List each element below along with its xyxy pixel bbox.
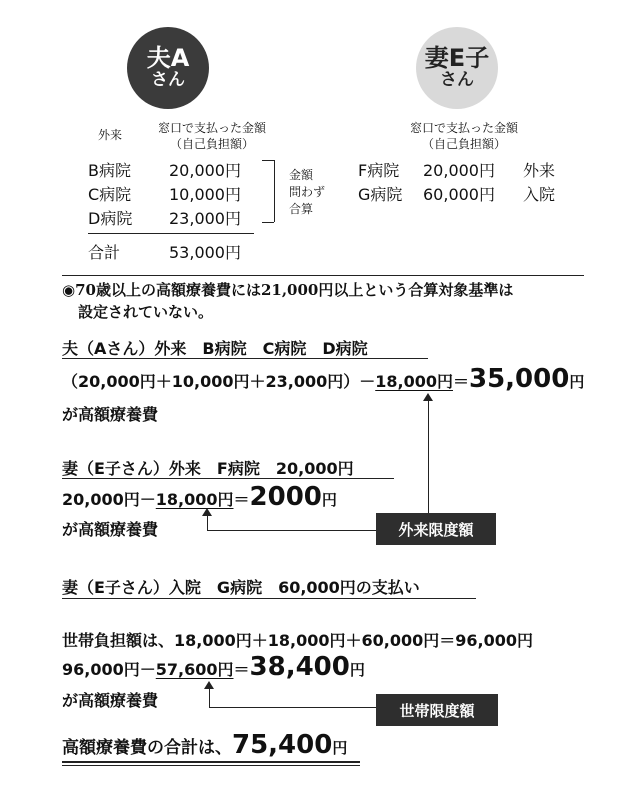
- sec1-unit: 円: [569, 373, 585, 391]
- sec1-result: 35,000: [469, 364, 570, 394]
- wife-col-amount: [398, 120, 530, 152]
- sec1-heading-rule: [62, 358, 428, 359]
- grand-total-unit: 円: [332, 739, 348, 757]
- sec2-eq: ＝: [233, 490, 250, 509]
- sec3-result: 38,400: [249, 652, 350, 682]
- grand-total-rule: [62, 765, 360, 766]
- sec3-formula-pre: 96,000円－: [62, 660, 156, 679]
- sec2-heading: 妻（E子さん）外来 F病院 20,000円: [62, 459, 354, 478]
- wife-row-type: 外来: [523, 161, 556, 180]
- sec2-heading-rule: [62, 478, 394, 479]
- husband-row-amount: 10,000円: [169, 185, 241, 204]
- wife-badge: [416, 27, 498, 109]
- sec2-formula: [62, 482, 337, 512]
- note-line1: ◉70歳以上の高額療養費には21,000円以上という合算対象基準は: [62, 281, 514, 299]
- husband-row-label: B病院: [88, 161, 131, 180]
- grand-total: [62, 730, 347, 760]
- bracket-bottom: [262, 222, 274, 223]
- sec3-heading-rule: [62, 598, 476, 599]
- sec3-heading: 妻（E子さん）入院 G病院 60,000円の支払い: [62, 578, 420, 597]
- sec3-suffix: が高額療養費: [62, 691, 159, 710]
- sec3-limit: 57,600円: [155, 660, 234, 679]
- wife-col-amount-line2: （自己負担額）: [421, 137, 506, 152]
- sec2-limit: 18,000円: [155, 490, 234, 509]
- wife-honorific: さん: [440, 69, 474, 90]
- sec2-unit: 円: [321, 491, 337, 509]
- connector-line: [428, 400, 429, 519]
- wife-col-amount-line1: 窓口で支払った金額: [409, 121, 518, 135]
- grand-total-amount: 75,400: [232, 730, 333, 760]
- bracket-note-line: 合算: [289, 201, 314, 216]
- wife-row-label: F病院: [358, 161, 400, 180]
- note-line2: 設定されていない。: [78, 302, 214, 321]
- wife-row-amount: 20,000円: [423, 161, 495, 180]
- sec1-formula: [62, 364, 584, 394]
- sec1-limit: 18,000円: [375, 372, 453, 391]
- husband-col-outpatient: 外来: [98, 128, 123, 142]
- husband-name: 夫A: [146, 44, 190, 73]
- husband-badge: [127, 27, 209, 109]
- sec1-formula-pre: （20,000円＋10,000円＋23,000円）－: [62, 372, 376, 391]
- grand-total-label: 高額療養費の合計は、: [62, 738, 232, 758]
- sec1-suffix: が高額療養費: [62, 405, 159, 424]
- sec1-eq: ＝: [452, 372, 469, 391]
- husband-total-label: 合計: [88, 243, 121, 262]
- sec2-suffix: が高額療養費: [62, 520, 159, 539]
- wife-name: 妻E子: [424, 44, 490, 73]
- husband-col-amount-line2: （自己負担額）: [169, 137, 254, 152]
- sec2-formula-pre: 20,000円－: [62, 490, 156, 509]
- sec3-line1: 世帯負担額は、18,000円＋18,000円＋60,000円＝96,000円: [62, 631, 533, 650]
- household-limit-label: 世帯限度額: [376, 694, 498, 726]
- bracket-top: [262, 160, 274, 161]
- bracket-note-line: 問わず: [289, 184, 326, 199]
- connector-line: [207, 530, 377, 531]
- husband-honorific: さん: [151, 69, 185, 90]
- husband-row-label: C病院: [88, 185, 132, 204]
- wife-row-type: 入院: [523, 185, 556, 204]
- connector-line: [207, 515, 208, 531]
- husband-col-amount: [146, 120, 278, 152]
- sec3-eq: ＝: [233, 660, 250, 679]
- sec1-heading: 夫（Aさん）外来 B病院 C病院 D病院: [62, 339, 368, 358]
- connector-line: [209, 688, 210, 708]
- sec3-unit: 円: [349, 661, 365, 679]
- wife-row-label: G病院: [358, 185, 403, 204]
- husband-row-label: D病院: [88, 209, 133, 228]
- bracket-side: [274, 160, 275, 222]
- outpatient-limit-label: 外来限度額: [376, 513, 496, 545]
- husband-total-amount: 53,000円: [169, 243, 241, 262]
- wife-row-amount: 60,000円: [423, 185, 495, 204]
- bracket-note: [289, 167, 325, 217]
- total-divider: [88, 233, 254, 234]
- note: [62, 280, 513, 324]
- connector-line: [209, 707, 377, 708]
- grand-total-rule: [62, 761, 360, 763]
- bracket-note-line: 金額: [289, 168, 314, 182]
- sec3-formula: [62, 652, 365, 682]
- sec2-result: 2000: [249, 482, 322, 512]
- husband-row-amount: 23,000円: [169, 209, 241, 228]
- husband-row-amount: 20,000円: [169, 161, 241, 180]
- husband-col-amount-line1: 窓口で支払った金額: [157, 121, 266, 135]
- section-divider: [62, 275, 584, 276]
